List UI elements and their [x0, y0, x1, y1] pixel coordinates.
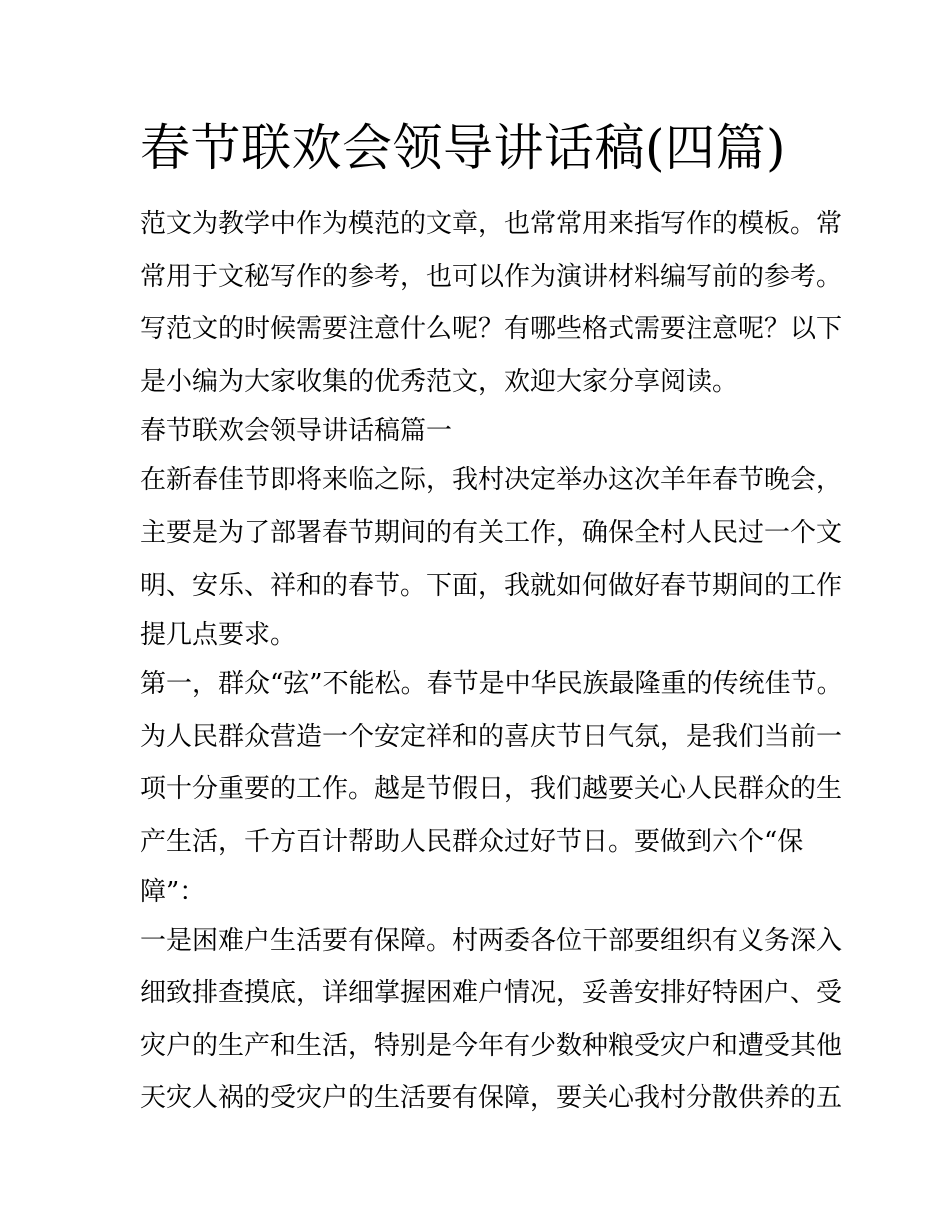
body-line: 灾户的生产和生活，特别是今年有少数种粮受灾户和遭受其他: [140, 1030, 843, 1061]
body-line: 范文为教学中作为模范的文章，也常常用来指写作的模板。常: [140, 209, 843, 239]
body-line: 第一，群众“弦”不能松。春节是中华民族最隆重的传统佳节。: [140, 669, 843, 700]
body-line: 产生活，千方百计帮助人民群众过好节日。要做到六个“保: [140, 826, 804, 857]
body-line: 写范文的时候需要注意什么呢？有哪些格式需要注意呢？以下: [140, 314, 843, 345]
body-line: 天灾人祸的受灾户的生活要有保障，要关心我村分散供养的五: [140, 1083, 843, 1114]
body-line: 是小编为大家收集的优秀范文，欢迎大家分享阅读。: [140, 366, 739, 397]
document-body: [140, 198, 843, 1125]
body-line: 项十分重要的工作。越是节假日，我们越要关心人民群众的生: [140, 774, 843, 805]
body-line: 为人民群众营造一个安定祥和的喜庆节日气氛，是我们当前一: [140, 721, 843, 752]
body-line: 障”：: [140, 876, 206, 907]
body-line: 主要是为了部署春节期间的有关工作，确保全村人民过一个文: [140, 517, 843, 548]
section-heading: 春节联欢会领导讲话稿篇一: [140, 416, 453, 447]
body-line: 提几点要求。: [140, 620, 297, 651]
body-line: 细致排查摸底，详细掌握困难户情况，妥善安排好特困户、受: [140, 978, 843, 1009]
body-line: 明、安乐、祥和的春节。下面，我就如何做好春节期间的工作: [140, 570, 843, 601]
body-line: 常用于文秘写作的参考，也可以作为演讲材料编写前的参考。: [140, 261, 843, 292]
body-line: 在新春佳节即将来临之际，我村决定举办这次羊年春节晚会，: [140, 465, 843, 496]
document-title: 春节联欢会领导讲话稿(四篇): [140, 119, 787, 177]
body-line: 一是困难户生活要有保障。村两委各位干部要组织有义务深入: [140, 925, 843, 956]
